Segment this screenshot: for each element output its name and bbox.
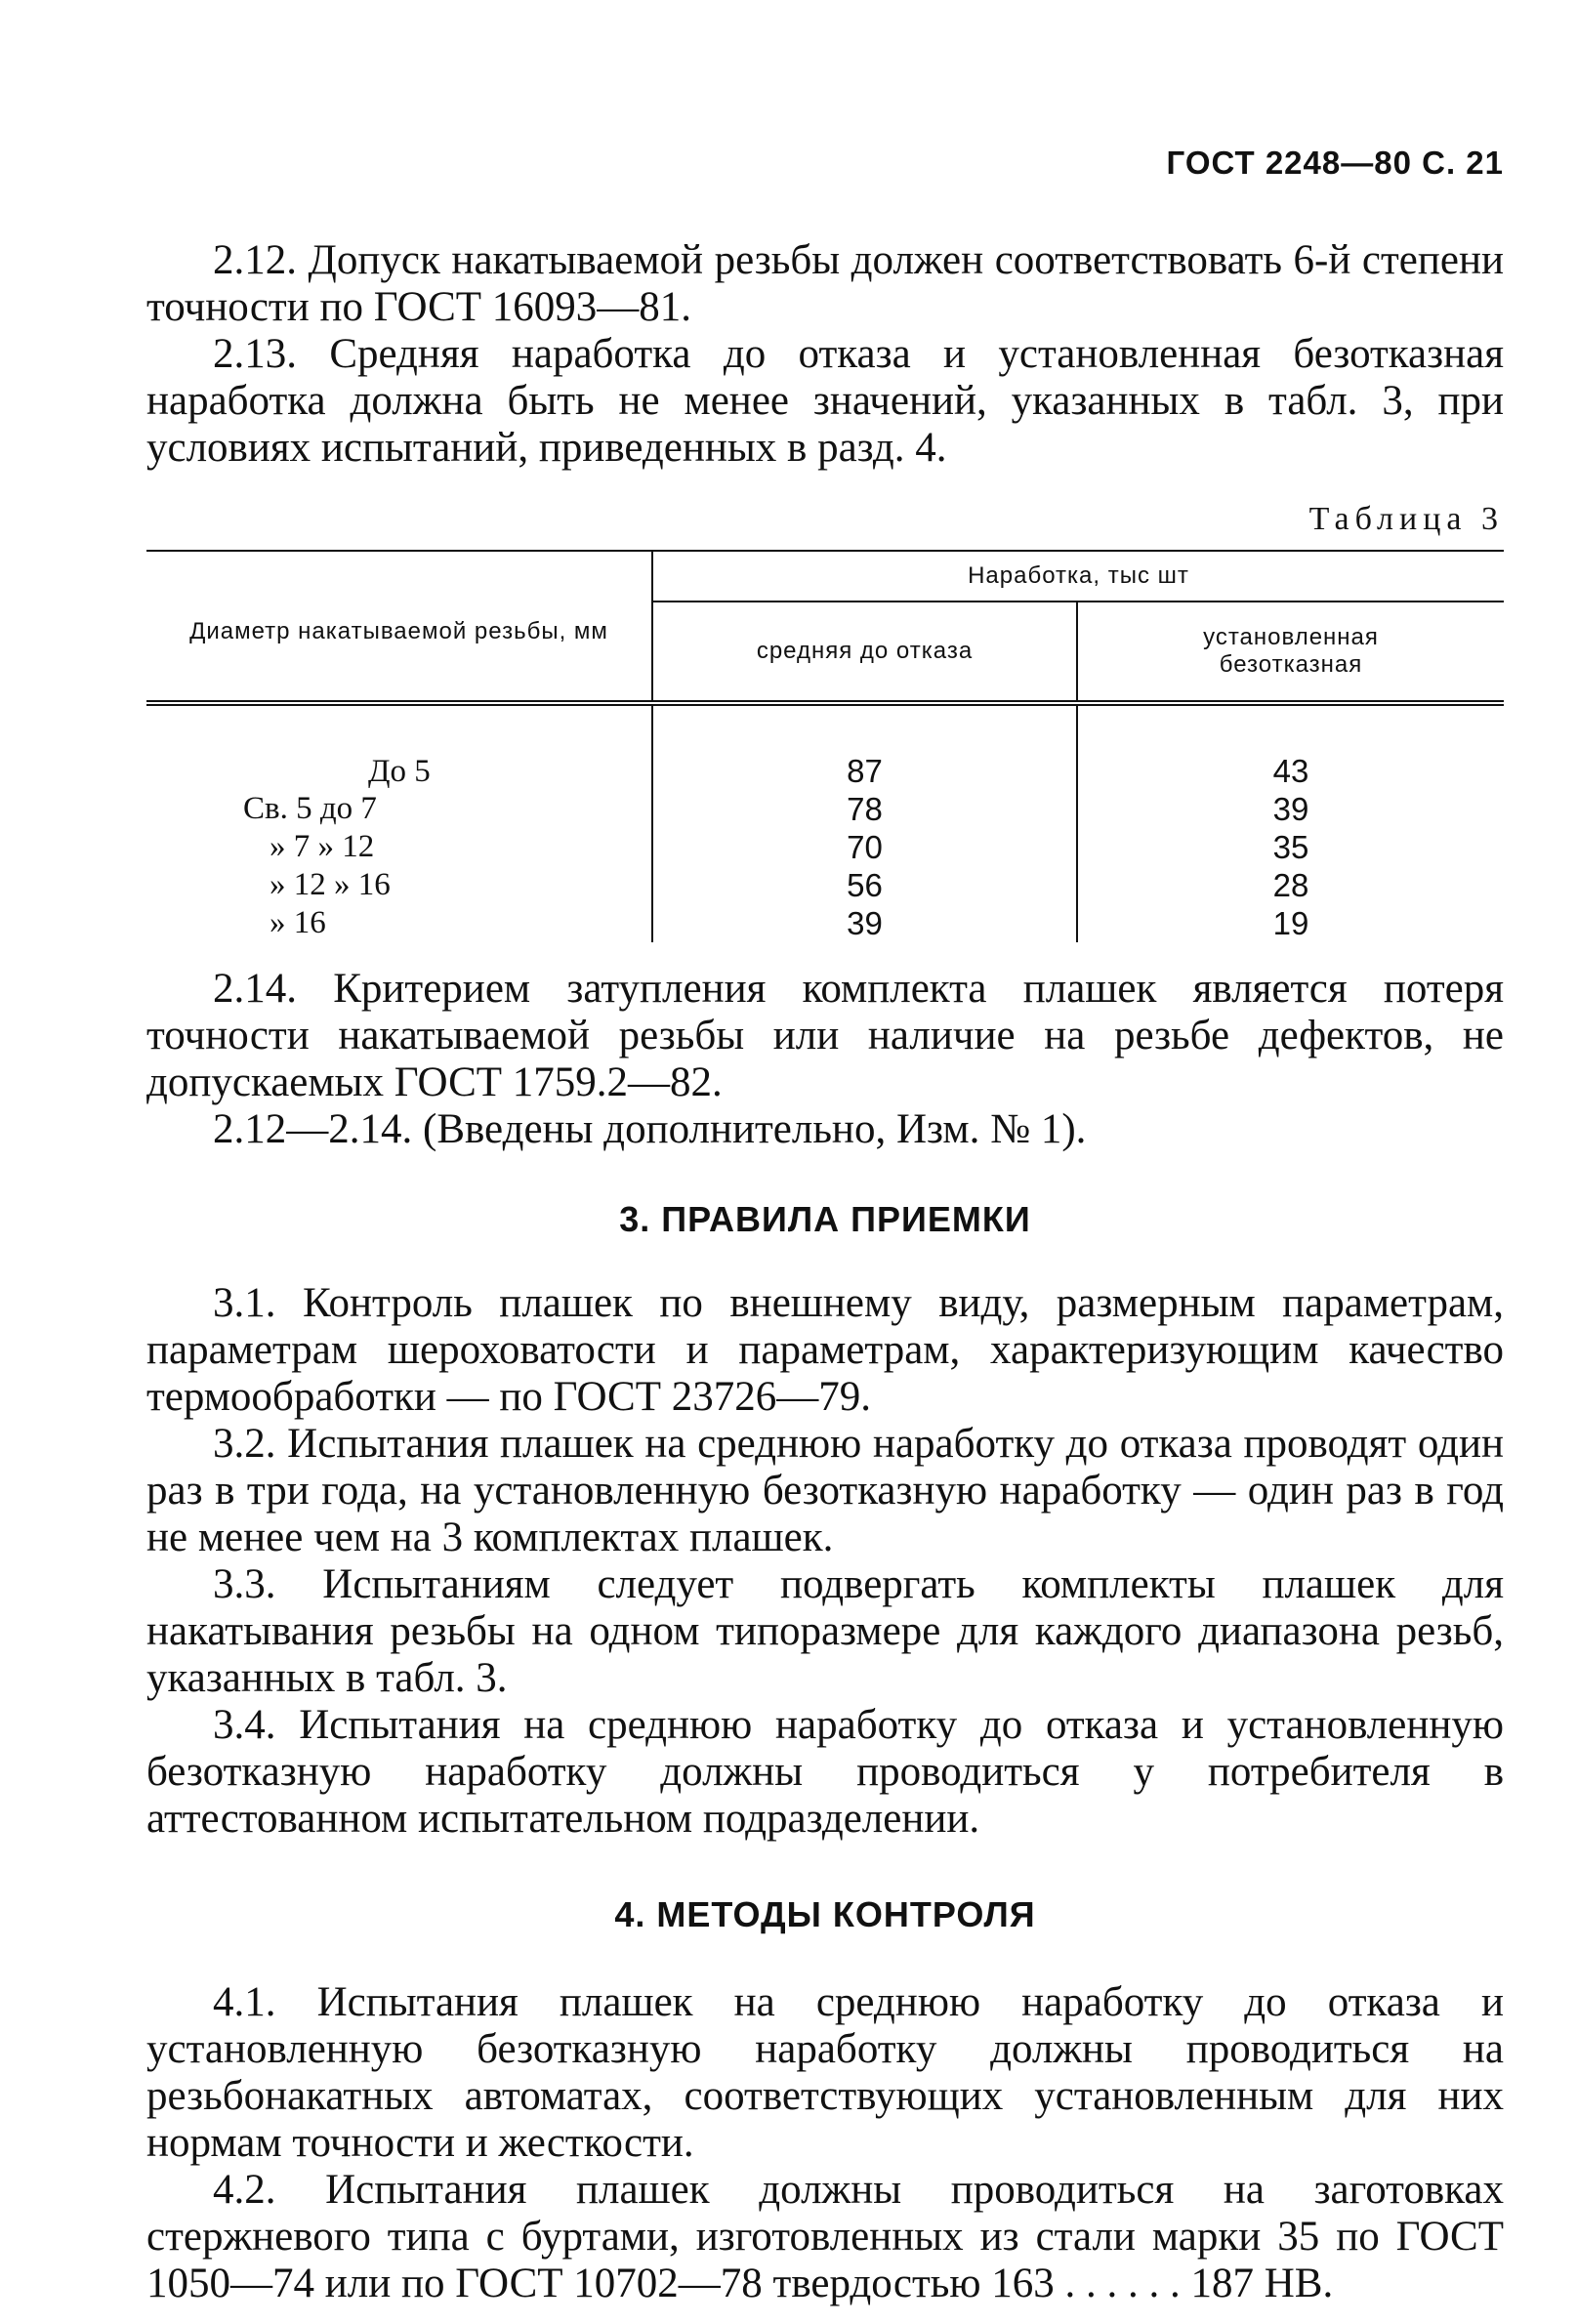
paragraph-2-12: 2.12. Допуск накатываемой резьбы должен соответствовать 6-й степени точности по ГОСТ 16093—81. <box>146 237 1504 330</box>
column-header-group: Наработка, тыс шт <box>652 551 1504 602</box>
page-header: ГОСТ 2248—80 С. 21 <box>1166 145 1504 181</box>
column-header-diameter: Диаметр накатываемой резьбы, мм <box>146 551 652 703</box>
diameter-value: Св. 5 до 7 <box>243 791 377 826</box>
paragraph-amendment: 2.12—2.14. (Введены дополнительно, Изм. № 1). <box>213 1106 1087 1152</box>
mean-cell: 70 <box>652 828 1077 866</box>
fail-free-cell: 28 <box>1272 867 1309 903</box>
table-row <box>146 904 1504 942</box>
paragraph-3-2: 3.2. Испытания плашек на среднюю наработку до отказа проводят один раз в три года, на установленную безотказную наработку — один раз в год не менее чем на 3 комплектах плашек. <box>146 1421 1504 1560</box>
diameter-cell <box>146 828 652 866</box>
diameter-cell <box>146 790 652 828</box>
mean-cell: 78 <box>652 790 1077 828</box>
paragraph-3-4: 3.4. Испытания на среднюю наработку до отказа и установленную безотказную наработку должны проводиться у потребителя в аттестованном испытательном подразделении. <box>146 1702 1504 1842</box>
section-3-title: 3. ПРАВИЛА ПРИЕМКИ <box>619 1199 1031 1239</box>
column-header-mean: средняя до отказа <box>652 602 1077 703</box>
fail-free-cell: 43 <box>1272 753 1309 789</box>
diameter-value: До 5 <box>368 753 431 789</box>
fail-free-cell: 39 <box>1272 791 1309 827</box>
table-3 <box>146 550 1504 942</box>
document-body <box>146 237 1504 2307</box>
table-caption: Таблица 3 <box>1308 501 1504 537</box>
diameter-cell <box>146 904 652 942</box>
table-row <box>146 790 1504 828</box>
table-row <box>146 866 1504 904</box>
diameter-value: » 7 » 12 <box>270 829 375 864</box>
table-row <box>146 828 1504 866</box>
fail-free-cell: 19 <box>1272 905 1309 941</box>
diameter-value: » 16 <box>270 905 326 940</box>
paragraph-2-14: 2.14. Критерием затупления комплекта плашек является потеря точности накатываемой резьбы или наличие на резьбе дефектов, не допускаемых ГОСТ 1759.2—82. <box>146 966 1504 1105</box>
mean-cell: 56 <box>652 866 1077 904</box>
paragraph-3-3: 3.3. Испытаниям следует подвергать комплекты плашек для накатывания резьбы на одном типоразмере для каждого диапазона резьб, указанных в табл. 3. <box>146 1561 1504 1701</box>
paragraph-4-1: 4.1. Испытания плашек на среднюю наработку до отказа и установленную безотказную наработку должны проводиться на резьбонакатных автоматах, соответствующих установленным для них нормам точности и жесткости. <box>146 1979 1504 2166</box>
diameter-cell <box>146 866 652 904</box>
mean-cell: 39 <box>652 904 1077 942</box>
mean-cell: 87 <box>652 703 1077 790</box>
paragraph-3-1: 3.1. Контроль плашек по внешнему виду, размерным параметрам, параметрам шероховатости и параметрам, характеризующим качество термообработки — по ГОСТ 23726—79. <box>146 1280 1504 1420</box>
paragraph-2-13: 2.13. Средняя наработка до отказа и установленная безотказная наработка должна быть не менее значений, указанных в табл. 3, при условиях испытаний, приведенных в разд. 4. <box>146 331 1504 471</box>
paragraph-4-2: 4.2. Испытания плашек должны проводиться на заготовках стержневого типа с буртами, изготовленных из стали марки 35 по ГОСТ 1050—74 или по ГОСТ 10702—78 твердостью 163 . . . . . . 187 НВ. <box>146 2167 1504 2306</box>
fail-free-cell: 35 <box>1272 829 1309 865</box>
column-header-fail-free: установленная безотказная <box>1077 602 1504 703</box>
diameter-value: » 12 » 16 <box>270 867 391 902</box>
diameter-cell <box>146 703 652 790</box>
section-4-title: 4. МЕТОДЫ КОНТРОЛЯ <box>614 1894 1036 1934</box>
table-row <box>146 703 1504 790</box>
